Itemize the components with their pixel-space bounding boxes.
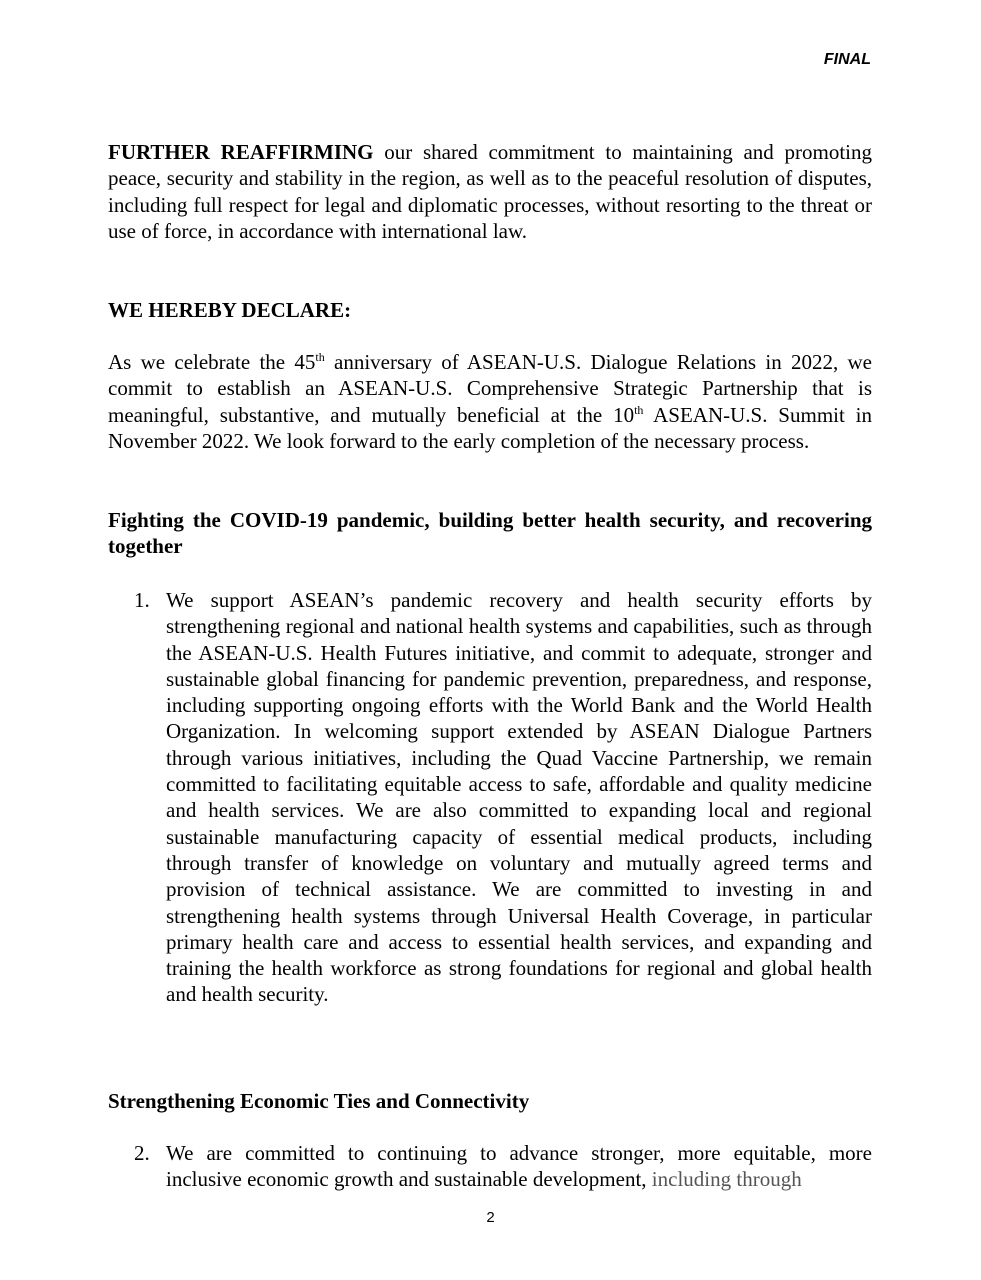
reaffirming-paragraph xyxy=(108,139,872,244)
item-2-text: We are committed to continuing to advance stronger, more equitable, more inclusive economic growth and sustainable development, xyxy=(166,1141,872,1192)
document-status-label: FINAL xyxy=(823,51,871,68)
celebrate-sup-2: th xyxy=(634,402,644,417)
section-1-heading: Fighting the COVID-19 pandemic, building better health security, and recovering together xyxy=(108,508,872,559)
section-2-heading: Strengthening Economic Ties and Connectivity xyxy=(108,1089,530,1113)
celebrate-sup-1: th xyxy=(315,350,325,364)
celebrate-text-1: As we celebrate the 45 xyxy=(108,350,316,374)
item-2-text-container xyxy=(166,1140,872,1193)
numbered-item-2 xyxy=(134,1140,872,1193)
celebrate-text-2: anniversary of ASEAN-U.S. Dialogue Relations in 2022, we commit to establish an ASEAN-U.S. Comprehensive Strategic Partnership that is meaningful, substantive, and mutually beneficial at the 10 xyxy=(108,350,872,427)
page-number: 2 xyxy=(486,1209,495,1226)
declare-heading: WE HEREBY DECLARE: xyxy=(108,298,352,322)
item-1-text: We support ASEAN’s pandemic recovery and health security efforts by strengthening regional and national health systems and capabilities, such as through the ASEAN-U.S. Health Futures initiative, and commit to adequate, stronger and sustainable global financing for pandemic prevention, preparedness, and response, including supporting ongoing efforts with the World Bank and the World Health Organization. In welcoming support extended by ASEAN Dialogue Partners through various initiatives, including the Quad Vaccine Partnership, we remain committed to facilitating equitable access to safe, affordable and quality medicine and health services. We are also committed to expanding local and regional sustainable manufacturing capacity of essential medical products, including through transfer of knowledge on voluntary and mutually agreed terms and provision of technical assistance. We are committed to investing in and strengthening health systems through Universal Health Coverage, in particular primary health care and access to essential health services, and expanding and training the health workforce as strong foundations for regional and global health and health security. xyxy=(166,588,872,1007)
numbered-item-1 xyxy=(134,587,872,1008)
item-2-number: 2. xyxy=(134,1141,150,1165)
item-2-text-faded: including through xyxy=(646,1167,802,1192)
reaffirming-lead: FURTHER REAFFIRMING xyxy=(108,140,374,164)
reaffirming-text: our shared commitment to maintaining and promoting peace, security and stability in the region, as well as to the peaceful resolution of disputes, including full respect for legal and diplomatic processes, without resorting to the threat or use of force, in accordance with international law. xyxy=(108,140,873,243)
celebrate-text-3: ASEAN-U.S. Summit in November 2022. We look forward to the early completion of the necessary process. xyxy=(108,402,872,453)
celebrate-paragraph xyxy=(108,349,872,454)
item-1-number: 1. xyxy=(134,588,150,612)
